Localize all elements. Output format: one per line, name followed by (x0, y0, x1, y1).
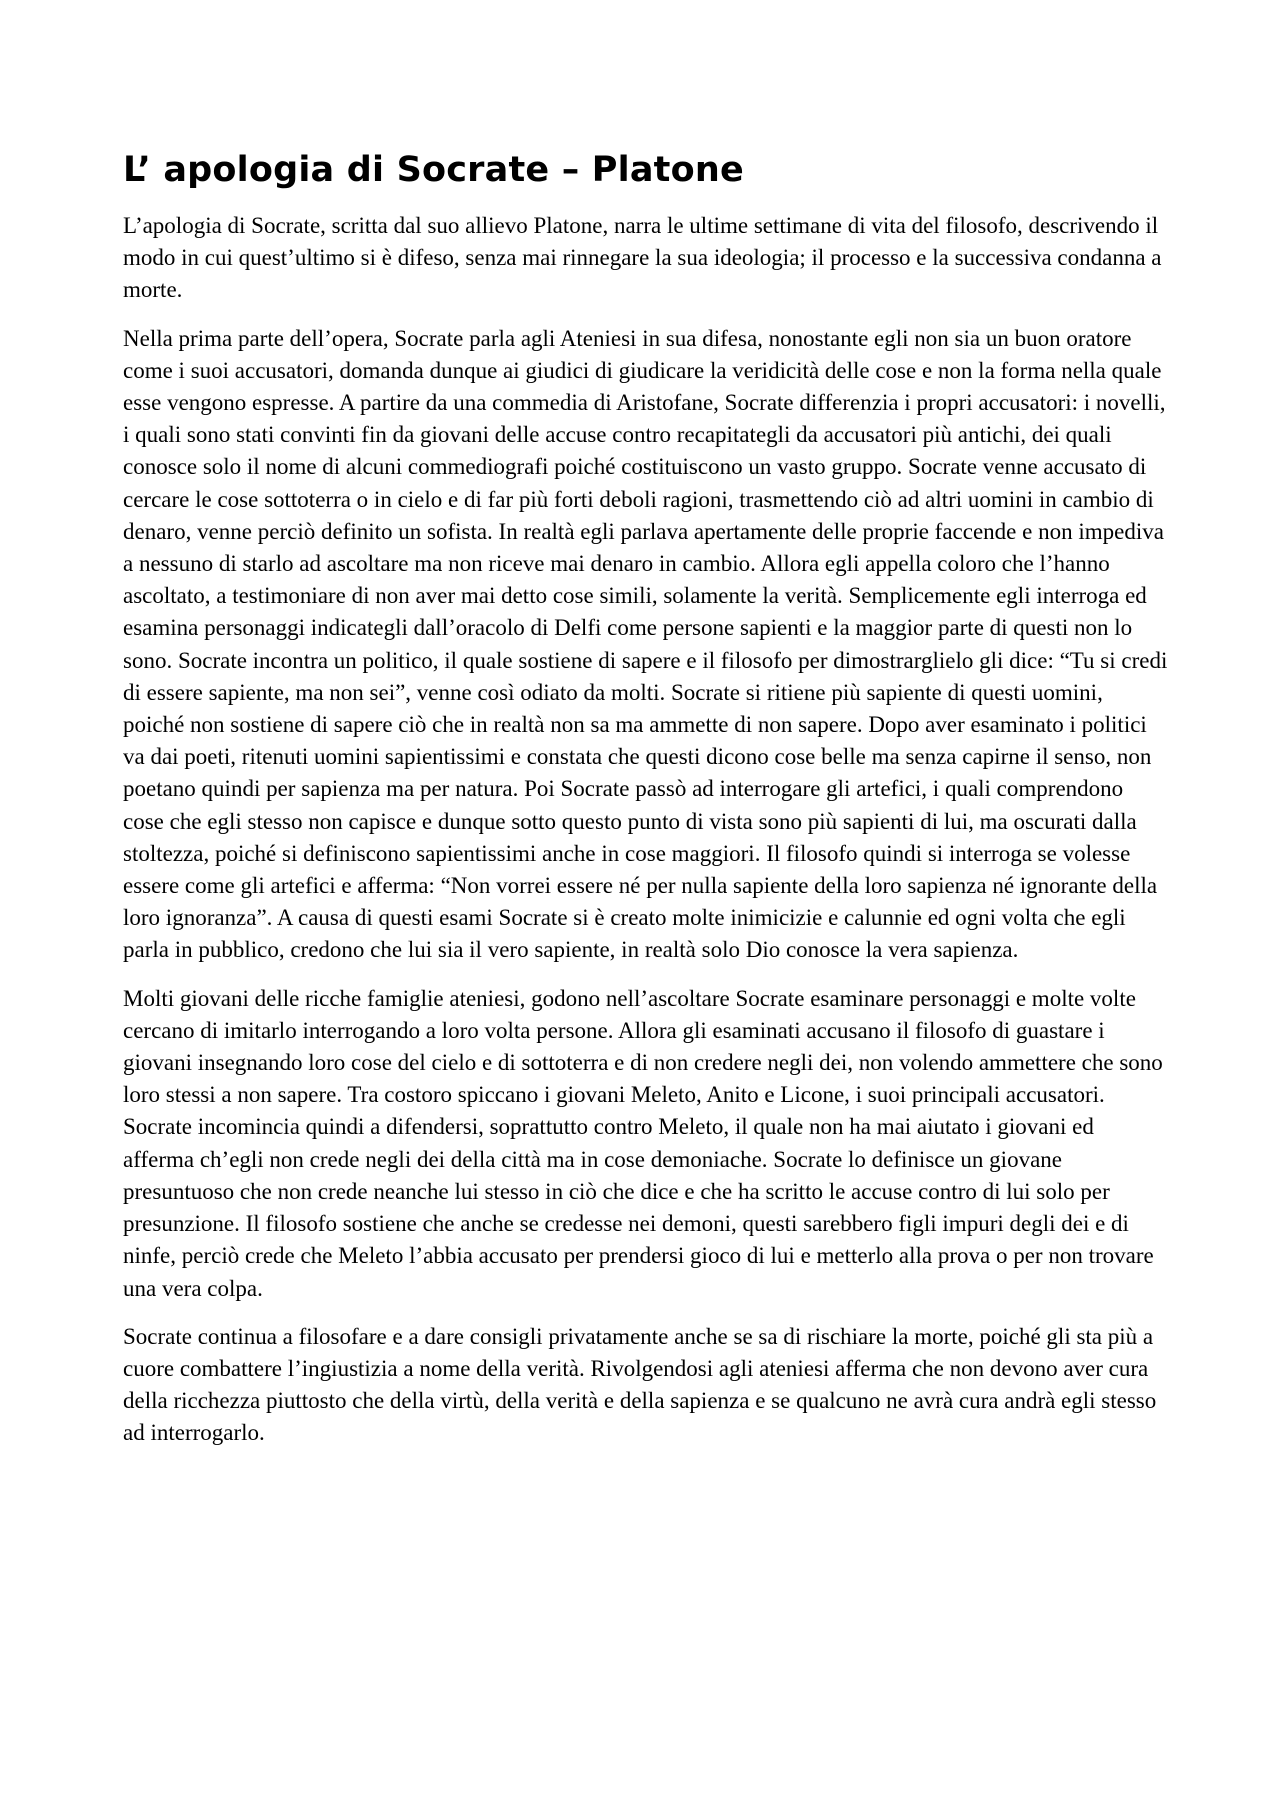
paragraph-conclusion: Socrate continua a filosofare e a dare consigli privatamente anche se sa di rischiare la morte, poiché gli sta più a cuore combattere l’ingiustizia a nome della verità. Rivolgendosi agli ateniesi afferma che non devono aver cura della ricchezza piuttosto che della virtù, della verità e della sapienza e se qualcuno ne avrà cura andrà egli stesso ad interrogarlo. (123, 1323, 1157, 1446)
document-title: L’ apologia di Socrate – Platone (123, 150, 744, 190)
paragraph-intro: L’apologia di Socrate, scritta dal suo allievo Platone, narra le ultime settimane di vita del filosofo, descrivendo il modo in cui quest’ultimo si è difeso, senza mai rinnegare la sua ideologia; il processo e la successiva condanna a morte. (123, 213, 1162, 303)
paragraph-first-part: Nella prima parte dell’opera, Socrate parla agli Ateniesi in sua difesa, nonostante egli non sia un buon oratore come i suoi accusatori, domanda dunque ai giudici di giudicare la veridicità delle cose e non la forma nella quale esse vengono espresse. A partire da una commedia di Aristofane, Socrate differenzia i propri accusatori: i novelli, i quali sono stati convinti fin da giovani delle accuse contro recapitategli da accusatori più antichi, dei quali conosce solo il nome di alcuni commediografi poiché costituiscono un vasto gruppo. Socrate venne accusato di cercare le cose sottoterra o in cielo e di far più forti deboli ragioni, trasmettendo ciò ad altri uomini in cambio di denaro, venne perciò definito un sofista. In realtà egli parlava apertamente delle proprie faccende e non impediva a nessuno di starlo ad ascoltare ma non riceve mai denaro in cambio. Allora egli appella coloro che l’hanno ascoltato, a testimoniare di non aver mai detto cose simili, solamente la verità. Semplicemente egli interroga ed esamina personaggi indicategli dall’oracolo di Delfi come persone sapienti e la maggior parte di questi non lo sono. Socrate incontra un politico, il quale sostiene di sapere e il filosofo per dimostrarglielo gli dice: “Tu si credi di essere sapiente, ma non sei”, venne così odiato da molti. Socrate si ritiene più sapiente di questi uomini, poiché non sostiene di sapere ciò che in realtà non sa ma ammette di non sapere. Dopo aver esaminato i politici va dai poeti, ritenuti uomini sapientissimi e constata che questi dicono cose belle ma senza capirne il senso, non poetano quindi per sapienza ma per natura. Poi Socrate passò ad interrogare gli artefici, i quali comprendono cose che egli stesso non capisce e dunque sotto questo punto di vista sono più sapienti di lui, ma oscurati dalla stoltezza, poiché si definiscono sapientissimi anche in cose maggiori. Il filosofo quindi si interroga se volesse essere come gli artefici e afferma: “Non vorrei essere né per nulla sapiente della loro sapienza né ignorante della loro ignoranza”. A causa di questi esami Socrate si è creato molte inimicizie e calunnie ed ogni volta che egli parla in pubblico, credono che lui sia il vero sapiente, in realtà solo Dio conosce la vera sapienza. (123, 325, 1168, 963)
document-body (123, 148, 1168, 1466)
paragraph-young-athenians: Molti giovani delle ricche famiglie ateniesi, godono nell’ascoltare Socrate esaminare personaggi e molte volte cercano di imitarlo interrogando a loro volta persone. Allora gli esaminati accusano il filosofo di guastare i giovani insegnando loro cose del cielo e di sottoterra e di non credere negli dei, non volendo ammettere che sono loro stessi a non sapere. Tra costoro spiccano i giovani Meleto, Anito e Licone, i suoi principali accusatori. Socrate incomincia quindi a difendersi, soprattutto contro Meleto, il quale non ha mai aiutato i giovani ed afferma ch’egli non crede negli dei della città ma in cose demoniache. Socrate lo definisce un giovane presuntuoso che non crede neanche lui stesso in ciò che dice e che ha scritto le accuse contro di lui solo per presunzione. Il filosofo sostiene che anche se credesse nei demoni, questi sarebbero figli impuri degli dei e di ninfe, perciò crede che Meleto l’abbia accusato per prendersi gioco di lui e metterlo alla prova o per non trovare una vera colpa. (123, 985, 1163, 1301)
